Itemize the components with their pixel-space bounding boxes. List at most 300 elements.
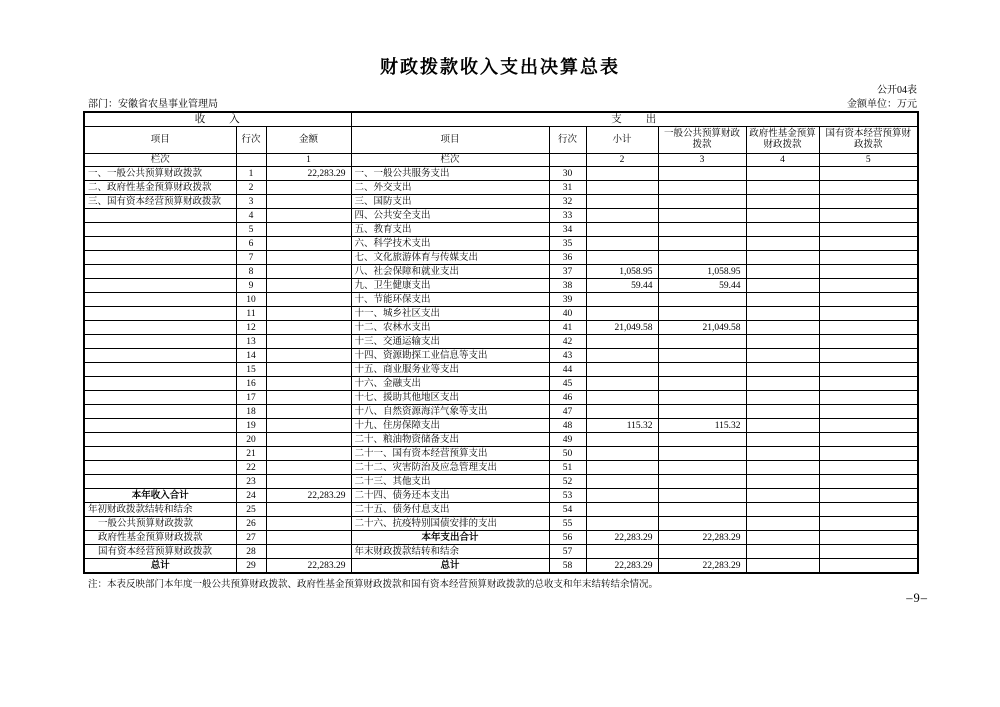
- income-amount: [266, 377, 351, 391]
- income-line-no: 29: [236, 559, 266, 574]
- col-header-expense-item: 项目: [351, 127, 549, 154]
- expense-state-capital: [819, 293, 918, 307]
- expense-gov-fund: [746, 209, 819, 223]
- income-item: [84, 461, 236, 475]
- expense-item: 七、文化旅游体育与传媒支出: [351, 251, 549, 265]
- expense-subtotal: [586, 293, 658, 307]
- table-row: [84, 405, 918, 419]
- table-row: [84, 377, 918, 391]
- income-line-no: 21: [236, 447, 266, 461]
- expense-state-capital: [819, 461, 918, 475]
- expense-item: 十、节能环保支出: [351, 293, 549, 307]
- income-item: 三、国有资本经营预算财政拨款: [84, 195, 236, 209]
- expense-item: 二十五、债务付息支出: [351, 503, 549, 517]
- expense-subtotal: 59.44: [586, 279, 658, 293]
- expense-subtotal: [586, 223, 658, 237]
- expense-subtotal: [586, 447, 658, 461]
- income-amount: [266, 447, 351, 461]
- expense-state-capital: [819, 335, 918, 349]
- expense-item: 六、科学技术支出: [351, 237, 549, 251]
- expense-line-no: 57: [549, 545, 586, 559]
- expense-subtotal: 22,283.29: [586, 531, 658, 545]
- expense-state-capital: [819, 279, 918, 293]
- expense-gov-fund: [746, 363, 819, 377]
- income-amount: [266, 503, 351, 517]
- expense-subtotal: [586, 167, 658, 181]
- expense-gov-fund: [746, 223, 819, 237]
- table-row: [84, 559, 918, 574]
- expense-gov-fund: [746, 475, 819, 489]
- page-number: –9–: [906, 591, 928, 605]
- meta-line: [83, 95, 917, 110]
- table-body: [84, 167, 918, 574]
- income-item: [84, 265, 236, 279]
- income-amount: [266, 307, 351, 321]
- expense-subtotal: [586, 433, 658, 447]
- table-row: [84, 167, 918, 181]
- income-line-no: 15: [236, 363, 266, 377]
- expense-item: 十三、交通运输支出: [351, 335, 549, 349]
- expense-general-budget: [658, 223, 746, 237]
- expense-state-capital: [819, 545, 918, 559]
- expense-gov-fund: [746, 405, 819, 419]
- income-line-no: 1: [236, 167, 266, 181]
- table-row: [84, 545, 918, 559]
- table-code: 公开04表: [877, 85, 917, 96]
- section-header-row: [84, 112, 918, 127]
- income-item: [84, 279, 236, 293]
- income-line-no: 23: [236, 475, 266, 489]
- expense-item: 十一、城乡社区支出: [351, 307, 549, 321]
- expense-state-capital: [819, 447, 918, 461]
- income-line-no: 14: [236, 349, 266, 363]
- income-amount: [266, 391, 351, 405]
- expense-line-no: 41: [549, 321, 586, 335]
- income-line-no: 7: [236, 251, 266, 265]
- col-header-expense-line: 行次: [549, 127, 586, 154]
- expense-state-capital: [819, 321, 918, 335]
- expense-line-no: 44: [549, 363, 586, 377]
- col-header-income-amount: 金额: [266, 127, 351, 154]
- expense-general-budget: [658, 377, 746, 391]
- expense-subtotal: [586, 377, 658, 391]
- col-header-income-line: 行次: [236, 127, 266, 154]
- income-line-no: 8: [236, 265, 266, 279]
- expense-item: 二十三、其他支出: [351, 475, 549, 489]
- income-item: [84, 405, 236, 419]
- expense-item: 十六、金融支出: [351, 377, 549, 391]
- table-row: [84, 433, 918, 447]
- expense-state-capital: [819, 181, 918, 195]
- expense-gov-fund: [746, 559, 819, 574]
- income-line-no: 24: [236, 489, 266, 503]
- expense-line-no: 52: [549, 475, 586, 489]
- income-line-no: 20: [236, 433, 266, 447]
- lanci-income-line: [236, 154, 266, 167]
- expense-gov-fund: [746, 545, 819, 559]
- table-row: [84, 181, 918, 195]
- table-row: [84, 265, 918, 279]
- expense-state-capital: [819, 237, 918, 251]
- income-item: [84, 447, 236, 461]
- expense-line-no: 39: [549, 293, 586, 307]
- expense-subtotal: 21,049.58: [586, 321, 658, 335]
- expense-state-capital: [819, 433, 918, 447]
- expense-general-budget: [658, 391, 746, 405]
- income-item: [84, 377, 236, 391]
- expense-line-no: 54: [549, 503, 586, 517]
- lanci-row: [84, 154, 918, 167]
- expense-state-capital: [819, 209, 918, 223]
- expense-section-header: 支 出: [351, 112, 918, 127]
- expense-general-budget: [658, 181, 746, 195]
- expense-line-no: 45: [549, 377, 586, 391]
- expense-state-capital: [819, 377, 918, 391]
- income-item: 一、一般公共预算财政拨款: [84, 167, 236, 181]
- income-line-no: 5: [236, 223, 266, 237]
- expense-general-budget: [658, 405, 746, 419]
- income-amount: [266, 251, 351, 265]
- income-item: [84, 237, 236, 251]
- income-item: [84, 391, 236, 405]
- expense-item: 三、国防支出: [351, 195, 549, 209]
- expense-general-budget: [658, 489, 746, 503]
- table-row: [84, 321, 918, 335]
- income-item: [84, 433, 236, 447]
- expense-subtotal: [586, 475, 658, 489]
- col-header-subtotal: 小计: [586, 127, 658, 154]
- table-row: [84, 363, 918, 377]
- income-line-no: 6: [236, 237, 266, 251]
- expense-item: 二十一、国有资本经营预算支出: [351, 447, 549, 461]
- expense-line-no: 36: [549, 251, 586, 265]
- expense-gov-fund: [746, 237, 819, 251]
- income-amount: [266, 209, 351, 223]
- expense-general-budget: [658, 475, 746, 489]
- column-header-row: [84, 127, 918, 154]
- expense-item: 一、一般公共服务支出: [351, 167, 549, 181]
- income-item: [84, 307, 236, 321]
- table-row: [84, 223, 918, 237]
- income-line-no: 27: [236, 531, 266, 545]
- expense-general-budget: 22,283.29: [658, 559, 746, 574]
- expense-general-budget: [658, 461, 746, 475]
- expense-line-no: 35: [549, 237, 586, 251]
- expense-subtotal: [586, 251, 658, 265]
- expense-gov-fund: [746, 251, 819, 265]
- expense-state-capital: [819, 391, 918, 405]
- expense-item: 二、外交支出: [351, 181, 549, 195]
- expense-line-no: 38: [549, 279, 586, 293]
- income-item: [84, 209, 236, 223]
- col-header-gov-fund: 政府性基金预算财政拨款: [746, 127, 819, 154]
- income-amount: [266, 545, 351, 559]
- income-amount: [266, 181, 351, 195]
- table-row: [84, 335, 918, 349]
- expense-gov-fund: [746, 447, 819, 461]
- expense-line-no: 33: [549, 209, 586, 223]
- expense-state-capital: [819, 475, 918, 489]
- expense-gov-fund: [746, 517, 819, 531]
- expense-gov-fund: [746, 195, 819, 209]
- expense-general-budget: [658, 195, 746, 209]
- expense-general-budget: [658, 545, 746, 559]
- expense-subtotal: [586, 209, 658, 223]
- income-amount: 22,283.29: [266, 489, 351, 503]
- income-amount: [266, 237, 351, 251]
- income-amount: [266, 223, 351, 237]
- expense-general-budget: [658, 209, 746, 223]
- expense-line-no: 48: [549, 419, 586, 433]
- expense-line-no: 58: [549, 559, 586, 574]
- income-line-no: 26: [236, 517, 266, 531]
- expense-item: 二十四、债务还本支出: [351, 489, 549, 503]
- expense-general-budget: [658, 251, 746, 265]
- expense-subtotal: [586, 349, 658, 363]
- income-line-no: 4: [236, 209, 266, 223]
- lanci-general-budget: 3: [658, 154, 746, 167]
- income-line-no: 11: [236, 307, 266, 321]
- table-row: [84, 503, 918, 517]
- income-item: [84, 363, 236, 377]
- expense-gov-fund: [746, 293, 819, 307]
- table-wrap: [83, 111, 917, 590]
- expense-subtotal: [586, 335, 658, 349]
- table-row: [84, 391, 918, 405]
- expense-state-capital: [819, 503, 918, 517]
- expense-general-budget: [658, 447, 746, 461]
- table-row: [84, 419, 918, 433]
- expense-gov-fund: [746, 503, 819, 517]
- income-amount: 22,283.29: [266, 559, 351, 574]
- income-amount: [266, 433, 351, 447]
- expense-gov-fund: [746, 377, 819, 391]
- expense-general-budget: 115.32: [658, 419, 746, 433]
- expense-subtotal: [586, 391, 658, 405]
- expense-general-budget: 22,283.29: [658, 531, 746, 545]
- table-row: [84, 251, 918, 265]
- income-line-no: 22: [236, 461, 266, 475]
- expense-state-capital: [819, 559, 918, 574]
- expense-subtotal: [586, 237, 658, 251]
- income-amount: [266, 405, 351, 419]
- expense-item: 十九、住房保障支出: [351, 419, 549, 433]
- income-amount: [266, 321, 351, 335]
- income-item: [84, 321, 236, 335]
- lanci-income-amount: 1: [266, 154, 351, 167]
- expense-subtotal: 115.32: [586, 419, 658, 433]
- income-item: [84, 419, 236, 433]
- income-line-no: 2: [236, 181, 266, 195]
- expense-item: 二十、粮油物资储备支出: [351, 433, 549, 447]
- income-item: [84, 349, 236, 363]
- expense-subtotal: [586, 181, 658, 195]
- page-title: 财政拨款收入支出决算总表: [380, 57, 620, 77]
- expense-line-no: 30: [549, 167, 586, 181]
- expense-state-capital: [819, 405, 918, 419]
- expense-state-capital: [819, 363, 918, 377]
- table-row: [84, 475, 918, 489]
- expense-subtotal: [586, 489, 658, 503]
- expense-item: 总计: [351, 559, 549, 574]
- table-row: [84, 237, 918, 251]
- income-amount: [266, 531, 351, 545]
- income-line-no: 16: [236, 377, 266, 391]
- income-amount: [266, 265, 351, 279]
- lanci-gov-fund: 4: [746, 154, 819, 167]
- income-item: 总计: [84, 559, 236, 574]
- income-item: 政府性基金预算财政拨款: [84, 531, 236, 545]
- expense-line-no: 42: [549, 335, 586, 349]
- income-item: 二、政府性基金预算财政拨款: [84, 181, 236, 195]
- table-row: [84, 349, 918, 363]
- income-line-no: 18: [236, 405, 266, 419]
- expense-item: 十七、援助其他地区支出: [351, 391, 549, 405]
- expense-subtotal: [586, 461, 658, 475]
- expense-gov-fund: [746, 531, 819, 545]
- expense-gov-fund: [746, 489, 819, 503]
- income-amount: [266, 475, 351, 489]
- expense-gov-fund: [746, 167, 819, 181]
- table-row: [84, 517, 918, 531]
- income-amount: [266, 349, 351, 363]
- expense-state-capital: [819, 517, 918, 531]
- income-item: 国有资本经营预算财政拨款: [84, 545, 236, 559]
- income-item: [84, 475, 236, 489]
- expense-item: 十四、资源勘探工业信息等支出: [351, 349, 549, 363]
- income-item: [84, 293, 236, 307]
- income-item: [84, 223, 236, 237]
- expense-line-no: 47: [549, 405, 586, 419]
- expense-item: 二十六、抗疫特别国债安排的支出: [351, 517, 549, 531]
- expense-state-capital: [819, 489, 918, 503]
- income-line-no: 28: [236, 545, 266, 559]
- department-label: 部门：安徽省农垦事业管理局: [88, 99, 218, 110]
- income-item: [84, 335, 236, 349]
- expense-subtotal: [586, 503, 658, 517]
- table-row: [84, 293, 918, 307]
- table-row: [84, 461, 918, 475]
- expense-item: 九、卫生健康支出: [351, 279, 549, 293]
- expense-line-no: 53: [549, 489, 586, 503]
- lanci-expense-item: 栏次: [351, 154, 549, 167]
- income-amount: [266, 335, 351, 349]
- income-amount: [266, 195, 351, 209]
- expense-subtotal: 22,283.29: [586, 559, 658, 574]
- expense-gov-fund: [746, 265, 819, 279]
- income-amount: 22,283.29: [266, 167, 351, 181]
- expense-general-budget: [658, 167, 746, 181]
- income-line-no: 10: [236, 293, 266, 307]
- expense-line-no: 43: [549, 349, 586, 363]
- income-line-no: 13: [236, 335, 266, 349]
- expense-line-no: 46: [549, 391, 586, 405]
- budget-summary-table: [83, 111, 919, 574]
- income-line-no: 12: [236, 321, 266, 335]
- lanci-expense-line: [549, 154, 586, 167]
- expense-gov-fund: [746, 279, 819, 293]
- expense-state-capital: [819, 167, 918, 181]
- expense-item: 本年支出合计: [351, 531, 549, 545]
- expense-line-no: 31: [549, 181, 586, 195]
- expense-item: 十二、农林水支出: [351, 321, 549, 335]
- income-line-no: 17: [236, 391, 266, 405]
- expense-line-no: 40: [549, 307, 586, 321]
- table-row: [84, 489, 918, 503]
- table-row: [84, 307, 918, 321]
- table-row: [84, 209, 918, 223]
- expense-state-capital: [819, 419, 918, 433]
- expense-general-budget: [658, 363, 746, 377]
- expense-state-capital: [819, 531, 918, 545]
- income-line-no: 9: [236, 279, 266, 293]
- expense-gov-fund: [746, 307, 819, 321]
- amount-unit-label: 金额单位：万元: [847, 99, 917, 110]
- expense-line-no: 37: [549, 265, 586, 279]
- expense-subtotal: [586, 363, 658, 377]
- expense-gov-fund: [746, 391, 819, 405]
- expense-general-budget: [658, 335, 746, 349]
- col-header-general-budget: 一般公共预算财政拨款: [658, 127, 746, 154]
- expense-subtotal: [586, 405, 658, 419]
- col-header-income-item: 项目: [84, 127, 236, 154]
- expense-general-budget: [658, 237, 746, 251]
- income-item: [84, 251, 236, 265]
- expense-item: 四、公共安全支出: [351, 209, 549, 223]
- expense-item: 十五、商业服务业等支出: [351, 363, 549, 377]
- expense-line-no: 34: [549, 223, 586, 237]
- lanci-income-item: 栏次: [84, 154, 236, 167]
- income-line-no: 3: [236, 195, 266, 209]
- expense-gov-fund: [746, 433, 819, 447]
- expense-line-no: 55: [549, 517, 586, 531]
- expense-state-capital: [819, 195, 918, 209]
- expense-state-capital: [819, 349, 918, 363]
- expense-general-budget: [658, 503, 746, 517]
- expense-line-no: 56: [549, 531, 586, 545]
- income-section-header: 收 入: [84, 112, 351, 127]
- income-amount: [266, 419, 351, 433]
- table-row: [84, 279, 918, 293]
- expense-general-budget: [658, 307, 746, 321]
- expense-item: 八、社会保障和就业支出: [351, 265, 549, 279]
- expense-line-no: 49: [549, 433, 586, 447]
- income-amount: [266, 517, 351, 531]
- expense-gov-fund: [746, 181, 819, 195]
- expense-item: 二十二、灾害防治及应急管理支出: [351, 461, 549, 475]
- expense-gov-fund: [746, 419, 819, 433]
- expense-state-capital: [819, 307, 918, 321]
- table-row: [84, 531, 918, 545]
- expense-general-budget: 59.44: [658, 279, 746, 293]
- expense-gov-fund: [746, 461, 819, 475]
- expense-subtotal: [586, 307, 658, 321]
- expense-general-budget: [658, 349, 746, 363]
- expense-subtotal: [586, 195, 658, 209]
- expense-item: 五、教育支出: [351, 223, 549, 237]
- expense-state-capital: [819, 251, 918, 265]
- income-amount: [266, 279, 351, 293]
- income-amount: [266, 461, 351, 475]
- expense-state-capital: [819, 223, 918, 237]
- lanci-subtotal: 2: [586, 154, 658, 167]
- income-line-no: 25: [236, 503, 266, 517]
- income-line-no: 19: [236, 419, 266, 433]
- expense-state-capital: [819, 265, 918, 279]
- expense-general-budget: [658, 517, 746, 531]
- table-note: 注：本表反映部门本年度一般公共预算财政拨款、政府性基金预算财政拨款和国有资本经营预算财政拨款的总收支和年末结转结余情况。: [88, 580, 659, 590]
- expense-general-budget: [658, 293, 746, 307]
